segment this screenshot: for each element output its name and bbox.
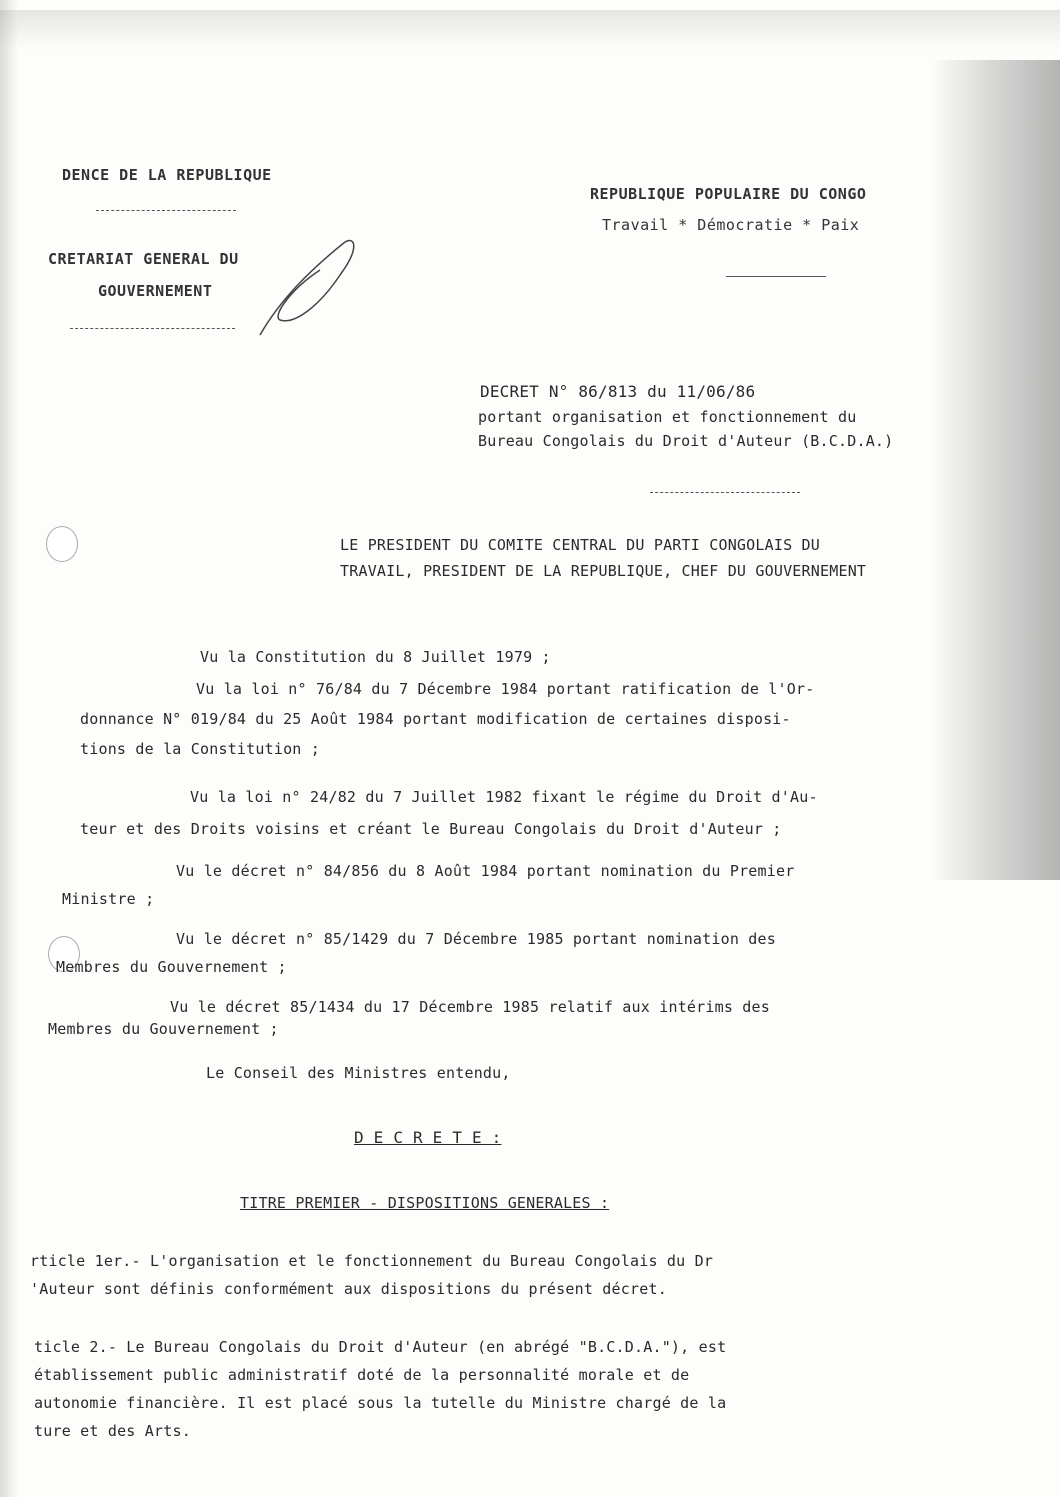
president-line2: TRAVAIL, PRESIDENT DE LA REPUBLIQUE, CHEF DU GOUVERNEMENT (340, 562, 867, 580)
visa-line: Vu la loi n° 76/84 du 7 Décembre 1984 portant ratification de l'Or- (196, 680, 815, 698)
visa-line: Membres du Gouvernement ; (56, 958, 287, 976)
decrete-heading: D E C R E T E : (354, 1128, 502, 1147)
decree-subtitle-line2: Bureau Congolais du Droit d'Auteur (B.C.D.A.) (478, 432, 894, 450)
header-left-line1: DENCE DE LA REPUBLIQUE (62, 166, 272, 184)
header-left-line2: CRETARIAT GENERAL DU (48, 250, 239, 268)
visa-line: teur et des Droits voisins et créant le Bureau Congolais du Droit d'Auteur ; (80, 820, 782, 838)
visa-line: Vu le décret n° 84/856 du 8 Août 1984 portant nomination du Premier (176, 862, 795, 880)
decree-title: DECRET N° 86/813 du 11/06/86 (480, 382, 756, 401)
visa-line: Le Conseil des Ministres entendu, (206, 1064, 511, 1082)
article-line: 'Auteur sont définis conformément aux dispositions du présent décret. (30, 1280, 667, 1298)
article-line: ture et des Arts. (34, 1422, 191, 1440)
scan-top-band (0, 10, 1060, 50)
visa-line: Vu le décret n° 85/1429 du 7 Décembre 1985 portant nomination des (176, 930, 776, 948)
scan-right-shadow (930, 60, 1060, 880)
punch-hole (46, 526, 78, 562)
visa-line: Vu la Constitution du 8 Juillet 1979 ; (200, 648, 551, 666)
article-line: rticle 1er.- L'organisation et le fonctionnement du Bureau Congolais du Dr (30, 1252, 714, 1270)
signature-scribble (250, 230, 370, 350)
article-line: établissement public administratif doté de la personnalité morale et de (34, 1366, 690, 1384)
divider (726, 276, 826, 277)
titre-heading: TITRE PREMIER - DISPOSITIONS GENERALES : (240, 1194, 610, 1212)
visa-line: Membres du Gouvernement ; (48, 1020, 279, 1038)
article-line: autonomie financière. Il est placé sous la tutelle du Ministre chargé de la (34, 1394, 727, 1412)
visa-line: Vu la loi n° 24/82 du 7 Juillet 1982 fixant le régime du Droit d'Au- (190, 788, 818, 806)
divider (650, 492, 800, 493)
divider (96, 210, 236, 211)
header-left-line3: GOUVERNEMENT (98, 282, 213, 300)
divider (70, 328, 235, 329)
visa-line: tions de la Constitution ; (80, 740, 320, 758)
header-right-line2: Travail * Démocratie * Paix (602, 216, 860, 234)
visa-line: Ministre ; (62, 890, 155, 908)
decree-subtitle-line1: portant organisation et fonctionnement du (478, 408, 857, 426)
article-line: ticle 2.- Le Bureau Congolais du Droit d'Auteur (en abrégé "B.C.D.A."), est (34, 1338, 727, 1356)
president-line1: LE PRESIDENT DU COMITE CENTRAL DU PARTI CONGOLAIS DU (340, 536, 820, 554)
header-right-line1: REPUBLIQUE POPULAIRE DU CONGO (590, 185, 867, 203)
visa-line: donnance N° 019/84 du 25 Août 1984 portant modification de certaines disposi- (80, 710, 791, 728)
visa-line: Vu le décret 85/1434 du 17 Décembre 1985 relatif aux intérims des (170, 998, 770, 1016)
scan-left-edge (0, 0, 18, 1497)
